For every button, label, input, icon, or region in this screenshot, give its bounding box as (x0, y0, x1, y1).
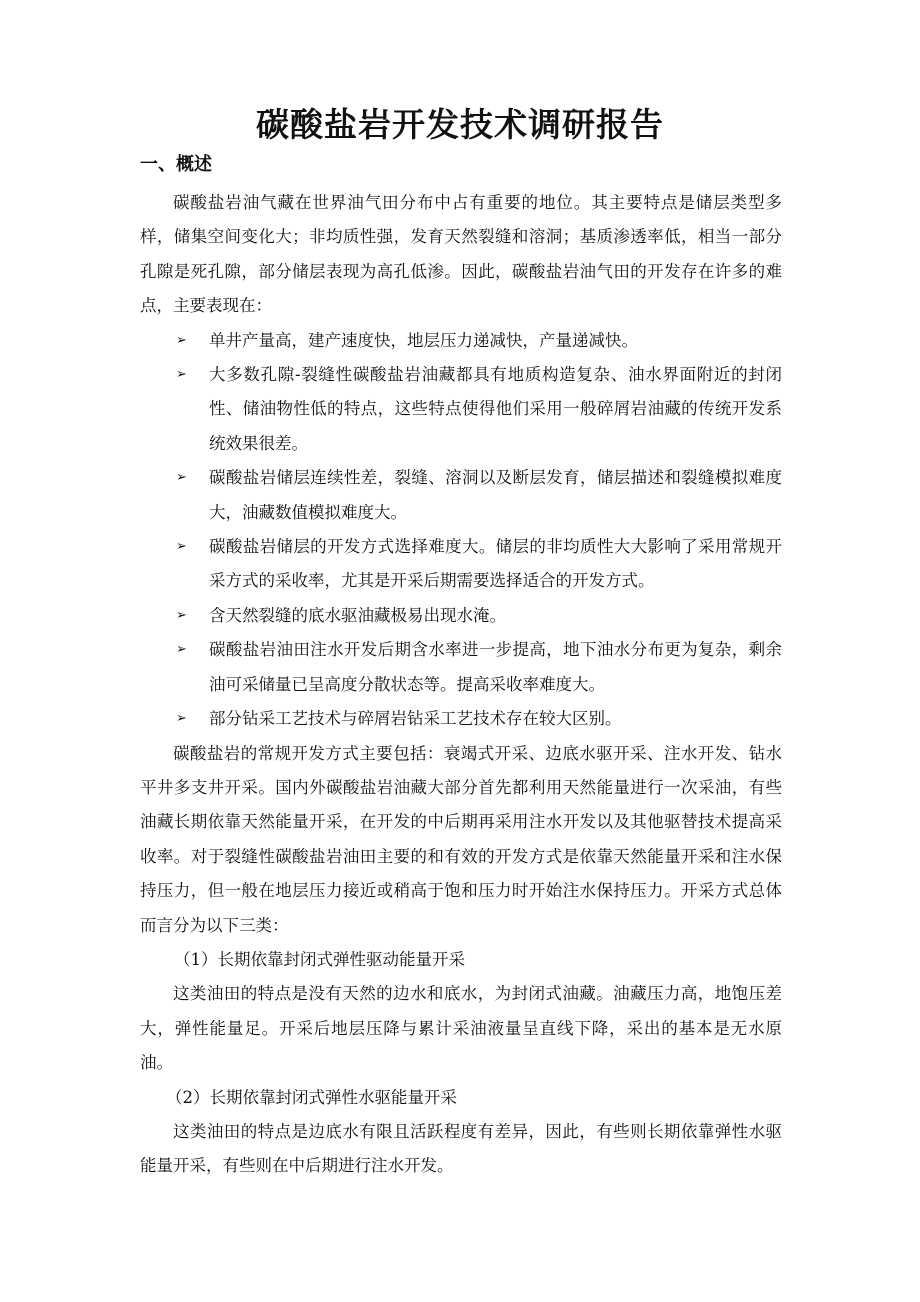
arrow-bullet-icon: ➢ (176, 642, 187, 658)
arrow-bullet-icon: ➢ (176, 367, 187, 383)
arrow-bullet-icon: ➢ (176, 711, 187, 727)
intro-paragraph: 碳酸盐岩油气藏在世界油气田分布中占有重要的地位。其主要特点是储层类型多样，储集空间变化大；非均质性强，发育天然裂缝和溶洞；基质渗透率低，相当一部分孔隙是死孔隙，部分储层表现为高孔低渗。因此，碳酸盐岩油气田的开发存在许多的难点，主要表现在： (140, 193, 782, 316)
arrow-bullet-icon: ➢ (176, 332, 187, 348)
list-item (140, 530, 782, 599)
subsection-paragraph-1: 这类油田的特点是没有天然的边水和底水，为封闭式油藏。油藏压力高，地饱压差大，弹性能量足。开采后地层压降与累计采油液量呈直线下降，采出的基本是无水原油。 (140, 984, 782, 1073)
methods-paragraph: 碳酸盐岩的常规开发方式主要包括：衰竭式开采、边底水驱开采、注水开发、钻水平井多支井开采。国内外碳酸盐岩油藏大部分首先都利用天然能量进行一次采油，有些油藏长期依靠天然能量开采，在开发的中后期再采用注水开发以及其他驱替技术提高采收率。对于裂缝性碳酸盐岩油田主要的和有效的开发方式是依靠天然能量开采和注水保持压力，但一般在地层压力接近或稍高于饱和压力时开始注水保持压力。开采方式总体而言分为以下三类： (140, 743, 782, 935)
list-item (140, 324, 782, 358)
subsection-heading-2: （2）长期依靠封闭式弹性水驱能量开采 (166, 1087, 457, 1107)
document-title: 碳酸盐岩开发技术调研报告 (256, 105, 664, 144)
section-body (140, 186, 782, 1184)
list-item-text: 大多数孔隙-裂缝性碳酸盐岩油藏都具有地质构造复杂、油水界面附近的封闭性、储油物性低的特点，这些特点使得他们采用一般碎屑岩油藏的传统开发系统效果很差。 (209, 365, 782, 453)
list-item (140, 358, 782, 461)
arrow-bullet-icon: ➢ (176, 470, 187, 486)
list-item (140, 461, 782, 530)
subsection-heading-1: （1）长期依靠封闭式弹性驱动能量开采 (174, 949, 465, 969)
list-item-text: 碳酸盐岩储层连续性差，裂缝、溶洞以及断层发育，储层描述和裂缝模拟难度大，油藏数值模拟难度大。 (209, 468, 782, 522)
difficulty-list (140, 324, 782, 737)
subsection-paragraph-2: 这类油田的特点是边底水有限且活跃程度有差异，因此，有些则长期依靠弹性水驱能量开采，有些则在中后期进行注水开发。 (140, 1121, 782, 1176)
list-item-text: 碳酸盐岩油田注水开发后期含水率进一步提高，地下油水分布更为复杂，剩余油可采储量已呈高度分散状态等。提高采收率难度大。 (209, 640, 782, 694)
list-item-text: 单井产量高，建产速度快，地层压力递减快，产量递减快。 (209, 330, 638, 350)
list-item-text: 部分钻采工艺技术与碎屑岩钻采工艺技术存在较大区别。 (209, 709, 622, 729)
list-item (140, 633, 782, 702)
arrow-bullet-icon: ➢ (176, 607, 187, 623)
section-heading-overview: 一、概述 (140, 154, 212, 175)
list-item (140, 702, 782, 736)
list-item (140, 599, 782, 633)
list-item-text: 含天然裂缝的底水驱油藏极易出现水淹。 (209, 605, 506, 625)
list-item-text: 碳酸盐岩储层的开发方式选择难度大。储层的非均质性大大影响了采用常规开采方式的采收率，尤其是开采后期需要选择适合的开发方式。 (209, 537, 782, 591)
arrow-bullet-icon: ➢ (176, 539, 187, 555)
